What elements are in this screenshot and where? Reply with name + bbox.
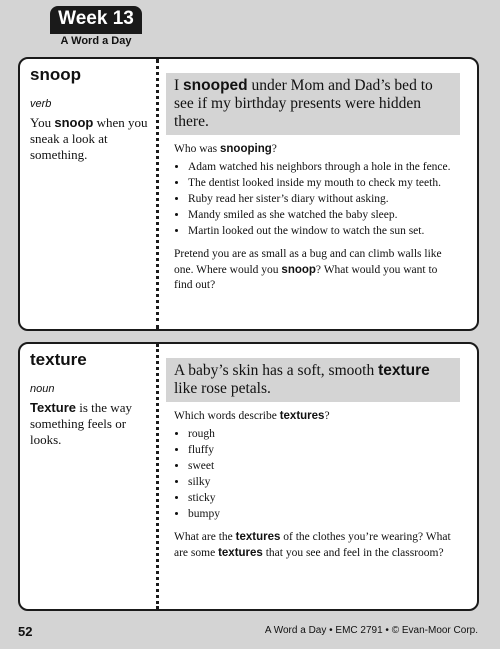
footer-credit: A Word a Day • EMC 2791 • © Evan-Moor Corp.: [264, 625, 478, 636]
vocab-word: texture: [30, 350, 87, 369]
list-item: • bumpy: [188, 506, 460, 522]
list-item: • The dentist looked inside my mouth to check my teeth.: [188, 175, 460, 191]
question-text: Who was snooping?: [174, 143, 277, 155]
options-list: [166, 426, 460, 522]
question-text: Which words describe textures?: [174, 410, 330, 422]
list-item: • sticky: [188, 490, 460, 506]
list-item: • sweet: [188, 458, 460, 474]
list-item: • Mandy smiled as she watched the baby sleep.: [188, 207, 460, 223]
list-item: • fluffy: [188, 442, 460, 458]
activity-panel: [166, 73, 460, 294]
list-item: • Martin looked out the window to watch the sun set.: [188, 223, 460, 239]
list-item: • silky: [188, 474, 460, 490]
part-of-speech: verb: [30, 98, 52, 110]
definition-text: You snoop when you sneak a look at something.: [30, 115, 148, 162]
week-title: Week 13: [58, 8, 134, 29]
definition-panel: [20, 59, 159, 329]
part-of-speech: noun: [30, 383, 55, 395]
week-subtitle: A Word a Day: [60, 35, 132, 47]
list-item: • Ruby read her sister’s diary without asking.: [188, 191, 460, 207]
definition-panel: [20, 344, 159, 609]
vocab-word: snoop: [30, 65, 81, 84]
word-card-snoop: [18, 57, 479, 331]
closing-prompt: What are the textures of the clothes you’re wearing? What are some textures that you see and feel in the classroom?: [174, 531, 451, 559]
definition-text: Texture is the way something feels or looks.: [30, 400, 132, 447]
example-sentence: A baby’s skin has a soft, smooth texture like rose petals.: [166, 358, 460, 402]
page-number: 52: [18, 624, 33, 639]
example-sentence: I snooped under Mom and Dad’s bed to see if my birthday presents were hidden there.: [166, 73, 460, 135]
list-item: • Adam watched his neighbors through a hole in the fence.: [188, 159, 460, 175]
closing-prompt: Pretend you are as small as a bug and can climb walls like one. Where would you snoop? What would you want to find out?: [174, 248, 442, 291]
options-list: [166, 159, 460, 239]
activity-panel: [166, 358, 460, 561]
list-item: • rough: [188, 426, 460, 442]
word-card-texture: [18, 342, 479, 611]
